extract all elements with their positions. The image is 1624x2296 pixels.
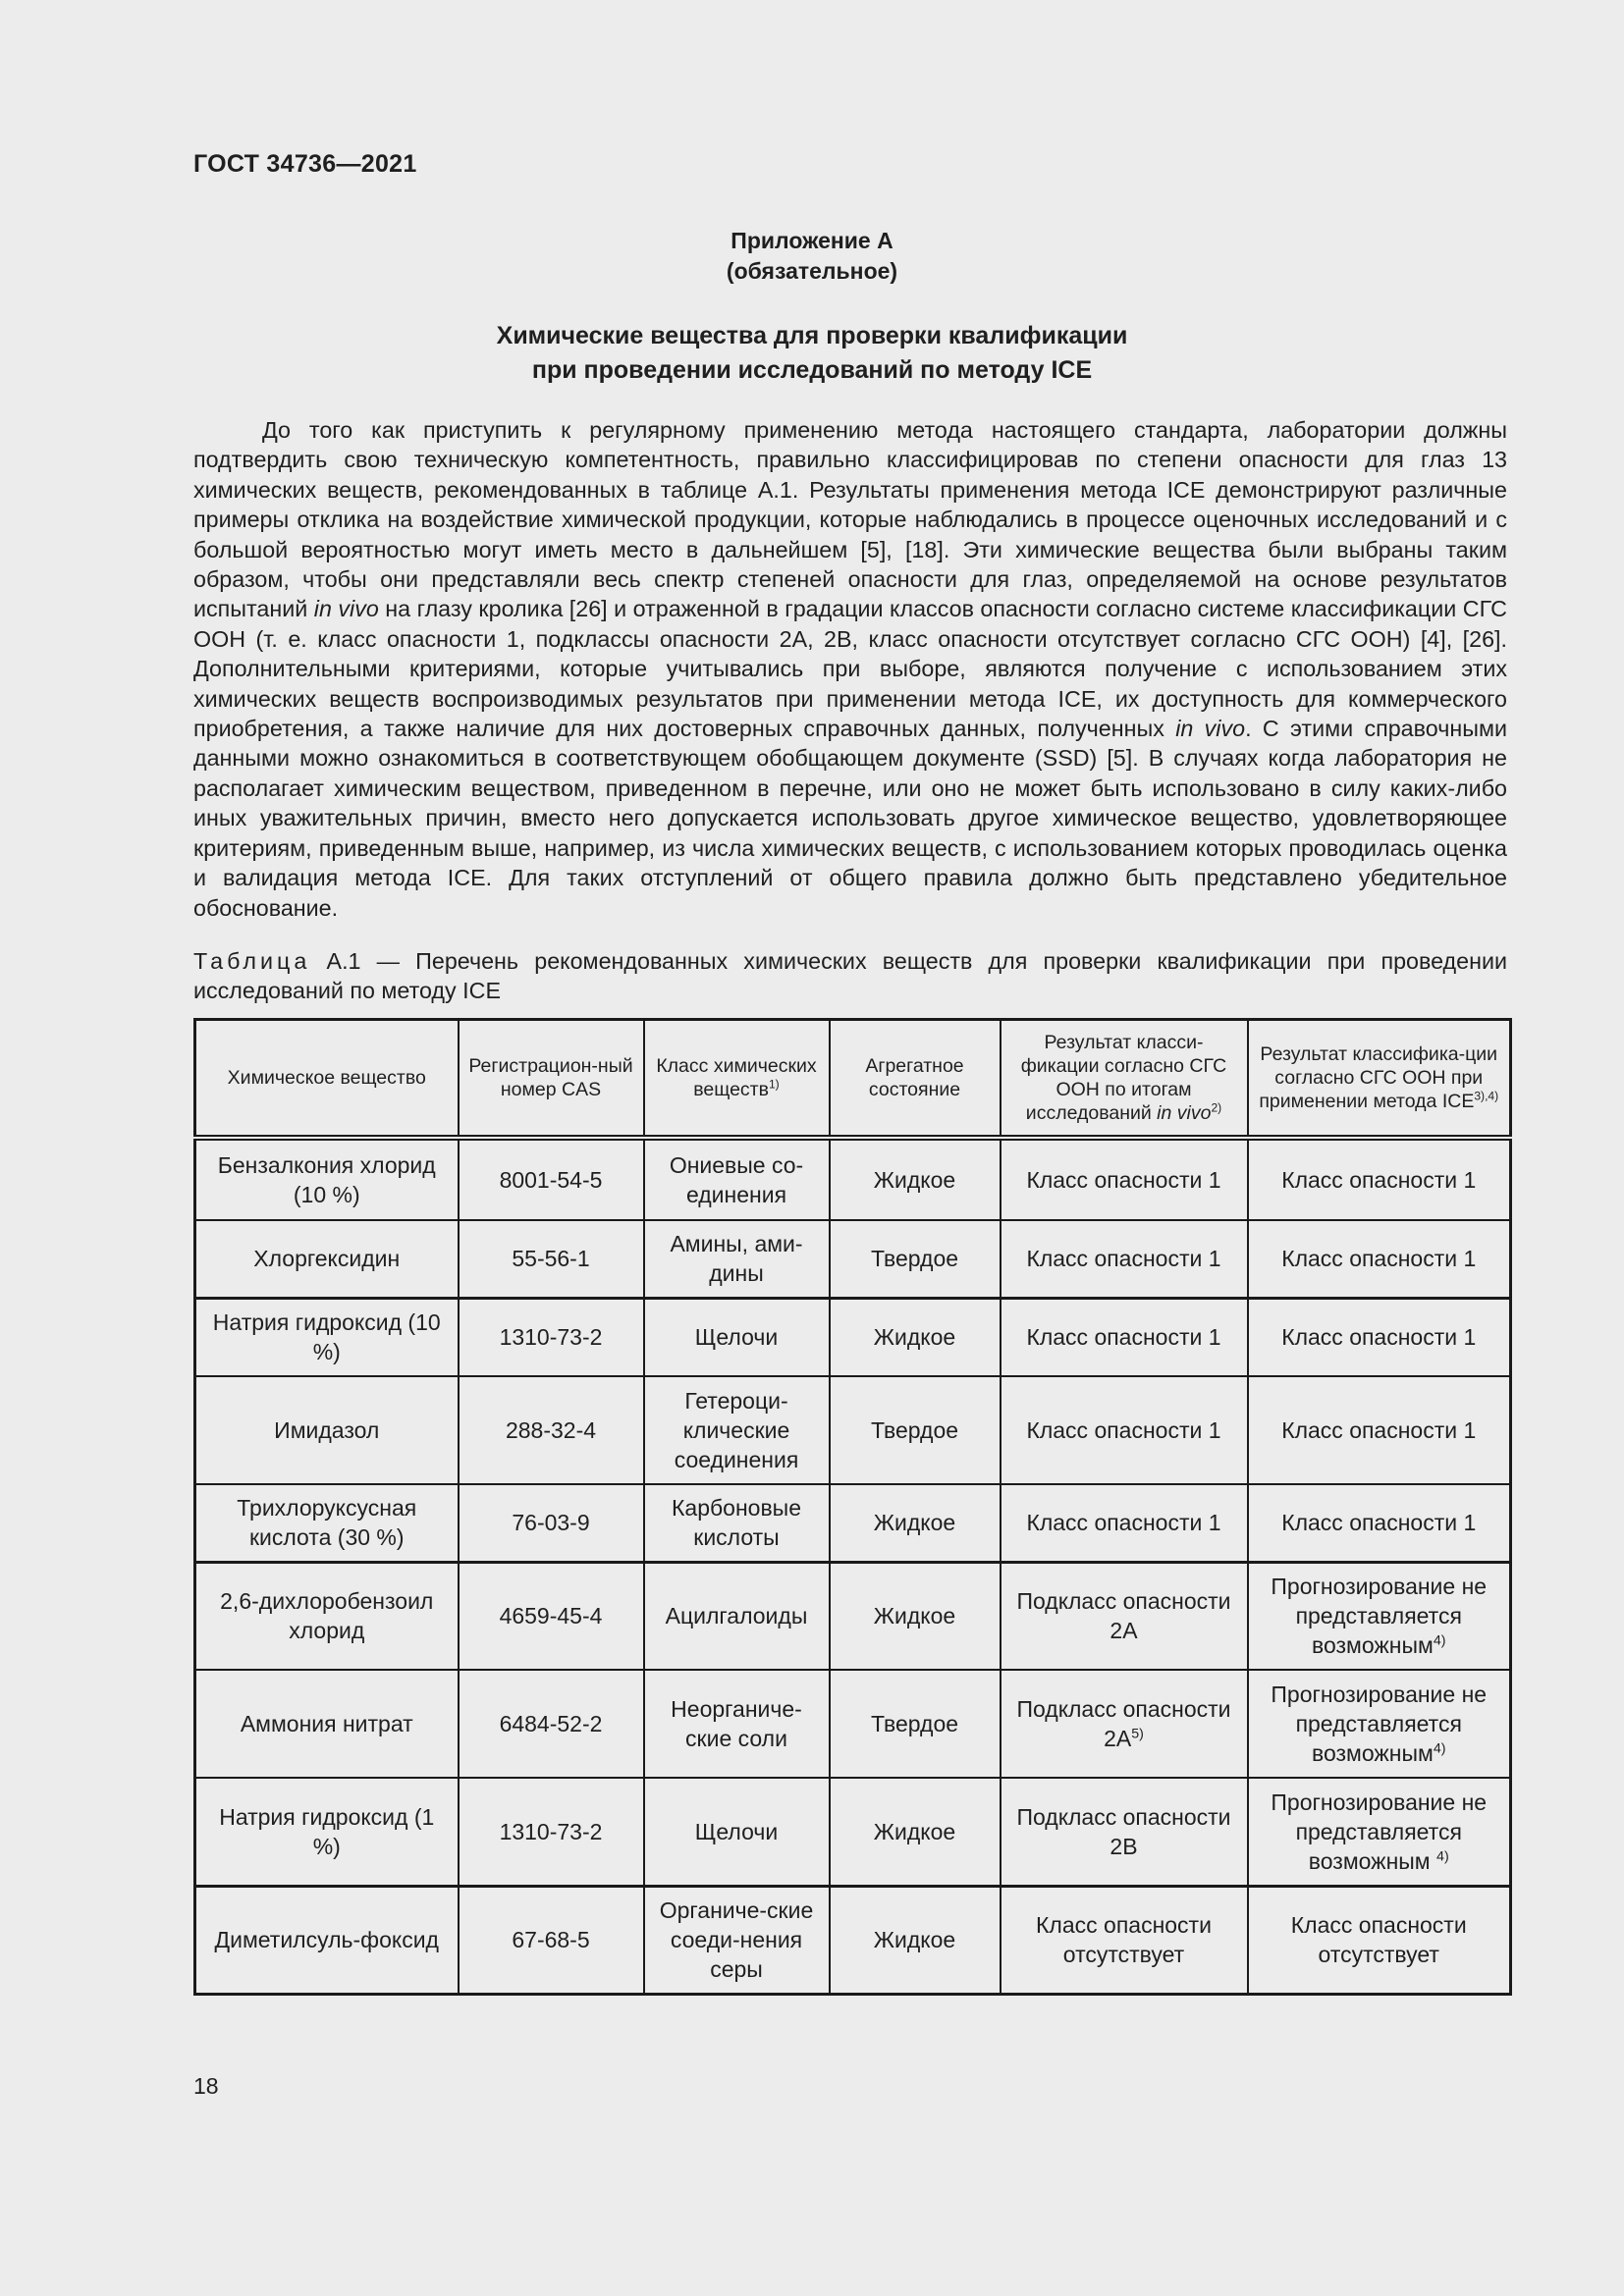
footnote-ref: 2) [1211, 1100, 1222, 1115]
cell-invivo: Подкласс опасности 2В [1001, 1778, 1248, 1886]
table-row [195, 1562, 1511, 1670]
cell-class: Гетероци-клические соединения [644, 1376, 830, 1484]
cell-invivo: Класс опасности 1 [1001, 1376, 1248, 1484]
cell-invivo: Класс опасности 1 [1001, 1298, 1248, 1376]
cell-ice: Класс опасности 1 [1248, 1220, 1511, 1298]
footnote-ref: 3),4) [1474, 1089, 1499, 1103]
cell-ice: Класс опасности 1 [1248, 1298, 1511, 1376]
cell-ice: Класс опасности отсутствует [1248, 1886, 1511, 1994]
cell-state: Жидкое [830, 1298, 1001, 1376]
substances-table [193, 1018, 1512, 1996]
cell-state: Жидкое [830, 1138, 1001, 1220]
table-caption-text: А.1 — Перечень рекомендованных химических веществ для проверки квалификации при проведении исследований по методу ICE [193, 948, 1507, 1003]
cell-state: Твердое [830, 1670, 1001, 1778]
cell-state: Твердое [830, 1376, 1001, 1484]
cell-substance: Хлоргексидин [195, 1220, 459, 1298]
cell-substance: Натрия гидроксид (1 %) [195, 1778, 459, 1886]
cell-ice: Класс опасности 1 [1248, 1484, 1511, 1562]
cell-ice: Класс опасности 1 [1248, 1376, 1511, 1484]
cell-substance: Натрия гидроксид (10 %) [195, 1298, 459, 1376]
annex-heading-line-2: при проведении исследований по методу ICE [531, 356, 1093, 384]
body-paragraph [193, 415, 1507, 923]
cell-cas: 76-03-9 [459, 1484, 644, 1562]
page-number: 18 [193, 2073, 219, 2099]
header-invivo: Результат класси-фикации согласно СГС ООН по итогам исследований in vivo$^{2)}$ [1001, 1020, 1248, 1139]
cell-substance: Диметилсуль-фоксид [195, 1886, 459, 1994]
cell-invivo: Подкласс опасности $2А^{5)}$ [1001, 1670, 1248, 1778]
table-row [195, 1220, 1511, 1298]
cell-invivo: Класс опасности 1 [1001, 1484, 1248, 1562]
cell-ice: Прогнозирование не представляется возможным $^{4)}$ [1248, 1778, 1511, 1886]
header-substance: Химическое вещество [195, 1020, 459, 1139]
body-italic-in-vivo-1: in vivo [313, 596, 379, 622]
table-row [195, 1886, 1511, 1994]
annex-title: Приложение А [731, 228, 893, 253]
footnote-ref: 1) [768, 1077, 780, 1092]
table-row [195, 1778, 1511, 1886]
cell-substance: Аммония нитрат [195, 1670, 459, 1778]
cell-class: Амины, ами-дины [644, 1220, 830, 1298]
cell-invivo: Подкласс опасности 2А [1001, 1562, 1248, 1670]
cell-state: Жидкое [830, 1886, 1001, 1994]
table-row [195, 1376, 1511, 1484]
cell-class: Органиче-ские соеди-нения серы [644, 1886, 830, 1994]
cell-state: Жидкое [830, 1484, 1001, 1562]
cell-ice: Класс опасности 1 [1248, 1138, 1511, 1220]
table-row [195, 1298, 1511, 1376]
header-class: Класс химических веществ$^{1)}$ [644, 1020, 830, 1139]
header-ice: Результат классифика-ции согласно СГС ООН при применении метода $ICE^{3),4)}$ [1248, 1020, 1511, 1139]
cell-substance: Трихлоруксусная кислота (30 %) [195, 1484, 459, 1562]
annex-status: (обязательное) [726, 258, 898, 284]
cell-class: Неорганиче-ские соли [644, 1670, 830, 1778]
cell-substance: 2,6-дихлоробензоил хлорид [195, 1562, 459, 1670]
table-caption-label: Таблица [193, 948, 311, 974]
cell-cas: 288-32-4 [459, 1376, 644, 1484]
table-row [195, 1138, 1511, 1220]
cell-cas: 55-56-1 [459, 1220, 644, 1298]
body-text-part-1: До того как приступить к регулярному применению метода настоящего стандарта, лаборатории должны подтвердить свою техническую компетентность, правильно классифицировав по степени опасности для глаз 13 химических веществ, рекомендованных в таблице А.1. Результаты применения метода ICE демонстрируют различные примеры отклика на воздействие химической продукции, которые наблюдались в процессе оценочных исследований и с большой вероятностью могут иметь место в дальнейшем [5], [18]. Эти химические вещества были выбраны таким образом, чтобы они представляли весь спектр степеней опасности для глаз, определяемой на основе результатов испытаний [193, 417, 1507, 622]
substances-table-wrap [193, 1018, 1512, 1996]
cell-class: Щелочи [644, 1298, 830, 1376]
cell-class: Ониевые со-единения [644, 1138, 830, 1220]
cell-substance: Имидазол [195, 1376, 459, 1484]
cell-invivo: Класс опасности 1 [1001, 1220, 1248, 1298]
cell-class: Щелочи [644, 1778, 830, 1886]
cell-class: Ацилгалоиды [644, 1562, 830, 1670]
cell-cas: 6484-52-2 [459, 1670, 644, 1778]
table-header-row [195, 1020, 1511, 1139]
cell-cas: 4659-45-4 [459, 1562, 644, 1670]
cell-invivo: Класс опасности 1 [1001, 1138, 1248, 1220]
cell-class: Карбоновые кислоты [644, 1484, 830, 1562]
header-cas: Регистрацион-ный номер CAS [459, 1020, 644, 1139]
table-row [195, 1484, 1511, 1562]
cell-cas: 8001-54-5 [459, 1138, 644, 1220]
cell-substance: Бензалкония хлорид (10 %) [195, 1138, 459, 1220]
document-code: ГОСТ 34736—2021 [193, 150, 417, 178]
annex-block [0, 226, 1624, 287]
body-text-part-3: . С этими справочными данными можно ознакомиться в соответствующем обобщающем документе (SSD) [5]. В случаях когда лаборатория не располагает химическим веществом, приведенном в перечне, или оно не может быть использовано в силу каких-либо иных уважительных причин, вместо него допускается использовать другое химическое вещество, удовлетворяющее критериям, приведенным выше, например, из числа химических веществ, с использованием которых проводилась оценка и валидация метода ICE. Для таких отступлений от общего правила должно быть представлено убедительное обоснование. [193, 716, 1507, 921]
cell-cas: 67-68-5 [459, 1886, 644, 1994]
body-text-part-2: на глазу кролика [26] и отраженной в градации классов опасности согласно системе классификации СГС ООН (т. е. класс опасности 1, подклассы опасности 2А, 2В, класс опасности отсутствует согласно СГС ООН) [4], [26]. Дополнительными критериями, которые учитывались при выборе, являются получение с использованием этих химических веществ воспроизводимых результатов при применении метода ICE, их доступность для коммерческого приобретения, а также наличие для них достоверных справочных данных, полученных [193, 596, 1507, 742]
cell-cas: 1310-73-2 [459, 1778, 644, 1886]
annex-heading [0, 319, 1624, 388]
cell-state: Жидкое [830, 1778, 1001, 1886]
cell-ice: Прогнозирование не представляется возможным$^{4)}$ [1248, 1670, 1511, 1778]
table-row [195, 1670, 1511, 1778]
annex-heading-line-1: Химические вещества для проверки квалификации [496, 322, 1128, 349]
header-state: Агрегатное состояние [830, 1020, 1001, 1139]
table-caption [193, 946, 1507, 1005]
cell-state: Жидкое [830, 1562, 1001, 1670]
cell-invivo: Класс опасности отсутствует [1001, 1886, 1248, 1994]
body-italic-in-vivo-2: in vivo [1175, 716, 1246, 742]
cell-ice: Прогнозирование не представляется возможным$^{4)}$ [1248, 1562, 1511, 1670]
cell-cas: 1310-73-2 [459, 1298, 644, 1376]
cell-state: Твердое [830, 1220, 1001, 1298]
